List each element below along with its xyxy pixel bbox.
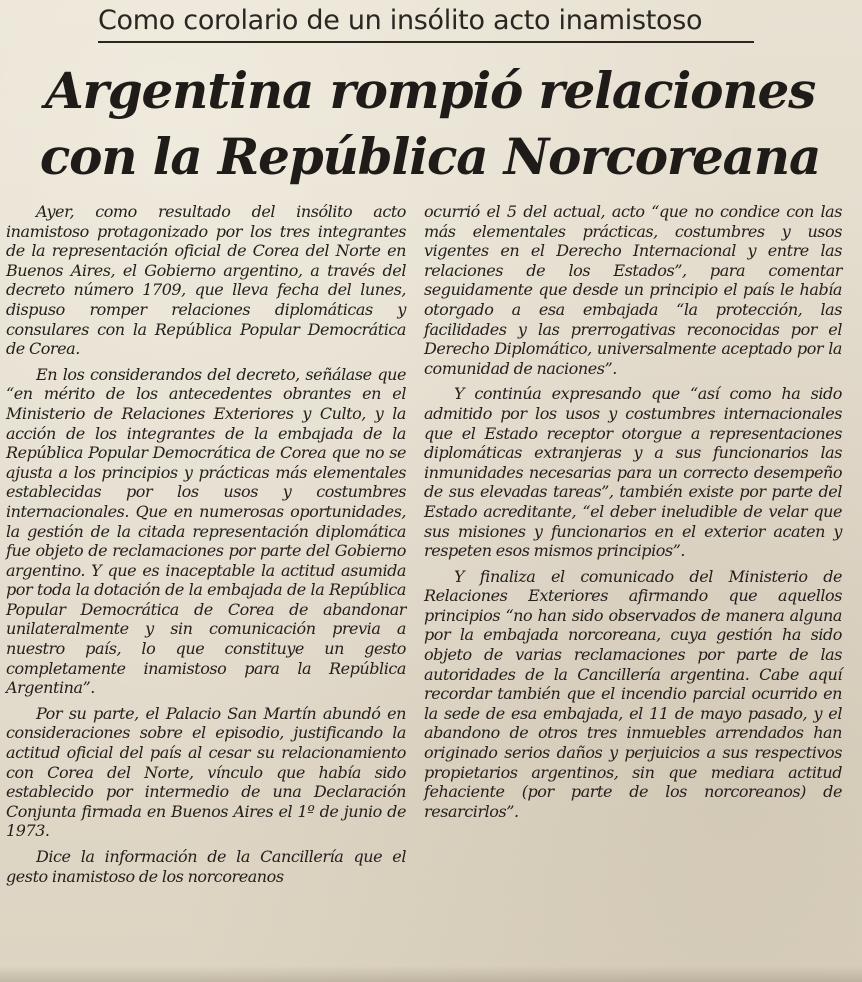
headline-line-2: con la República Norcoreana	[39, 127, 821, 186]
article-headline	[30, 58, 830, 190]
paragraph: Por su parte, el Palacio San Martín abundó en consideraciones sobre el episodio, justificando la actitud oficial del país al cesar su relacionamiento con Corea del Norte, vínculo que había sido establecido por intermedio de una Declaración Conjunta firmada en Buenos Aires el 1º de junio de 1973.	[6, 703, 406, 841]
column-divider	[414, 205, 415, 965]
article-column-left	[6, 202, 406, 892]
paragraph: Dice la información de la Cancillería que el gesto inamistoso de los norcoreanos	[6, 847, 406, 886]
article-kicker: Como corolario de un insólito acto inamistoso	[98, 5, 703, 36]
paragraph: Ayer, como resultado del insólito acto inamistoso protagonizado por los tres integrantes de la representación oficial de Corea del Norte en Buenos Aires, el Gobierno argentino, a través del decreto número 1709, que lleva fecha del lunes, dispuso romper relaciones diplomáticas y consulares con la República Popular Democrática de Corea.	[6, 202, 406, 359]
paragraph: ocurrió el 5 del actual, acto “que no condice con las más elementales prácticas, costumbres y usos vigentes en el Derecho Internacional y entre las relaciones de los Estados”, para comentar seguidamente que desde un principio el país le había otorgado a esa embajada “la protección, las facilidades y las prerrogativas reconocidas por el Derecho Diplomático, universalmente aceptado por la comunidad de naciones”.	[424, 202, 842, 378]
article-column-right	[424, 202, 842, 827]
paragraph: En los considerandos del decreto, señálase que “en mérito de los antecedentes obrantes en el Ministerio de Relaciones Exteriores y Culto, y la acción de los integrantes de la embajada de la República Popular Democrática de Corea que no se ajusta a los principios y prácticas más elementales establecidas por los usos y costumbres internacionales. Que en numerosas oportunidades, la gestión de la citada representación diplomática fue objeto de reclamaciones por parte del Gobierno argentino. Y que es inaceptable la actitud asumida por toda la dotación de la embajada de la República Popular Democrática de Corea de abandonar unilateralmente y sin comunicación previa a nuestro país, lo que constituye un gesto completamente inamistoso para la República Argentina”.	[6, 364, 406, 698]
paragraph: Y finaliza el comunicado del Ministerio de Relaciones Exteriores afirmando que aquellos principios “no han sido observados de manera alguna por la embajada norcoreana, cuya gestión ha sido objeto de varias reclamaciones por parte de las autoridades de la Cancillería argentina. Cabe aquí recordar también que el incendio parcial ocurrido en la sede de esa embajada, el 11 de mayo pasado, y el abandono de otros tres inmuebles arrendados han originado serios daños y perjuicios a sus respectivos propietarios argentinos, sin que mediara actitud fehaciente (por parte de los norcoreanos) de resarcirlos”.	[424, 566, 842, 821]
paper-fold-shadow	[0, 966, 862, 982]
headline-line-1: Argentina rompió relaciones	[44, 61, 816, 120]
kicker-underline	[98, 41, 754, 43]
paragraph: Y continúa expresando que “así como ha sido admitido por los usos y costumbres internacionales que el Estado receptor otorgue a representaciones diplomáticas extranjeras y a sus funcionarios las inmunidades necesarias para un correcto desempeño de sus elevadas tareas”, también existe por parte del Estado acreditante, “el deber ineludible de velar que sus misiones y funcionarios en el exterior acaten y respeten esos mismos principios”.	[424, 384, 842, 561]
